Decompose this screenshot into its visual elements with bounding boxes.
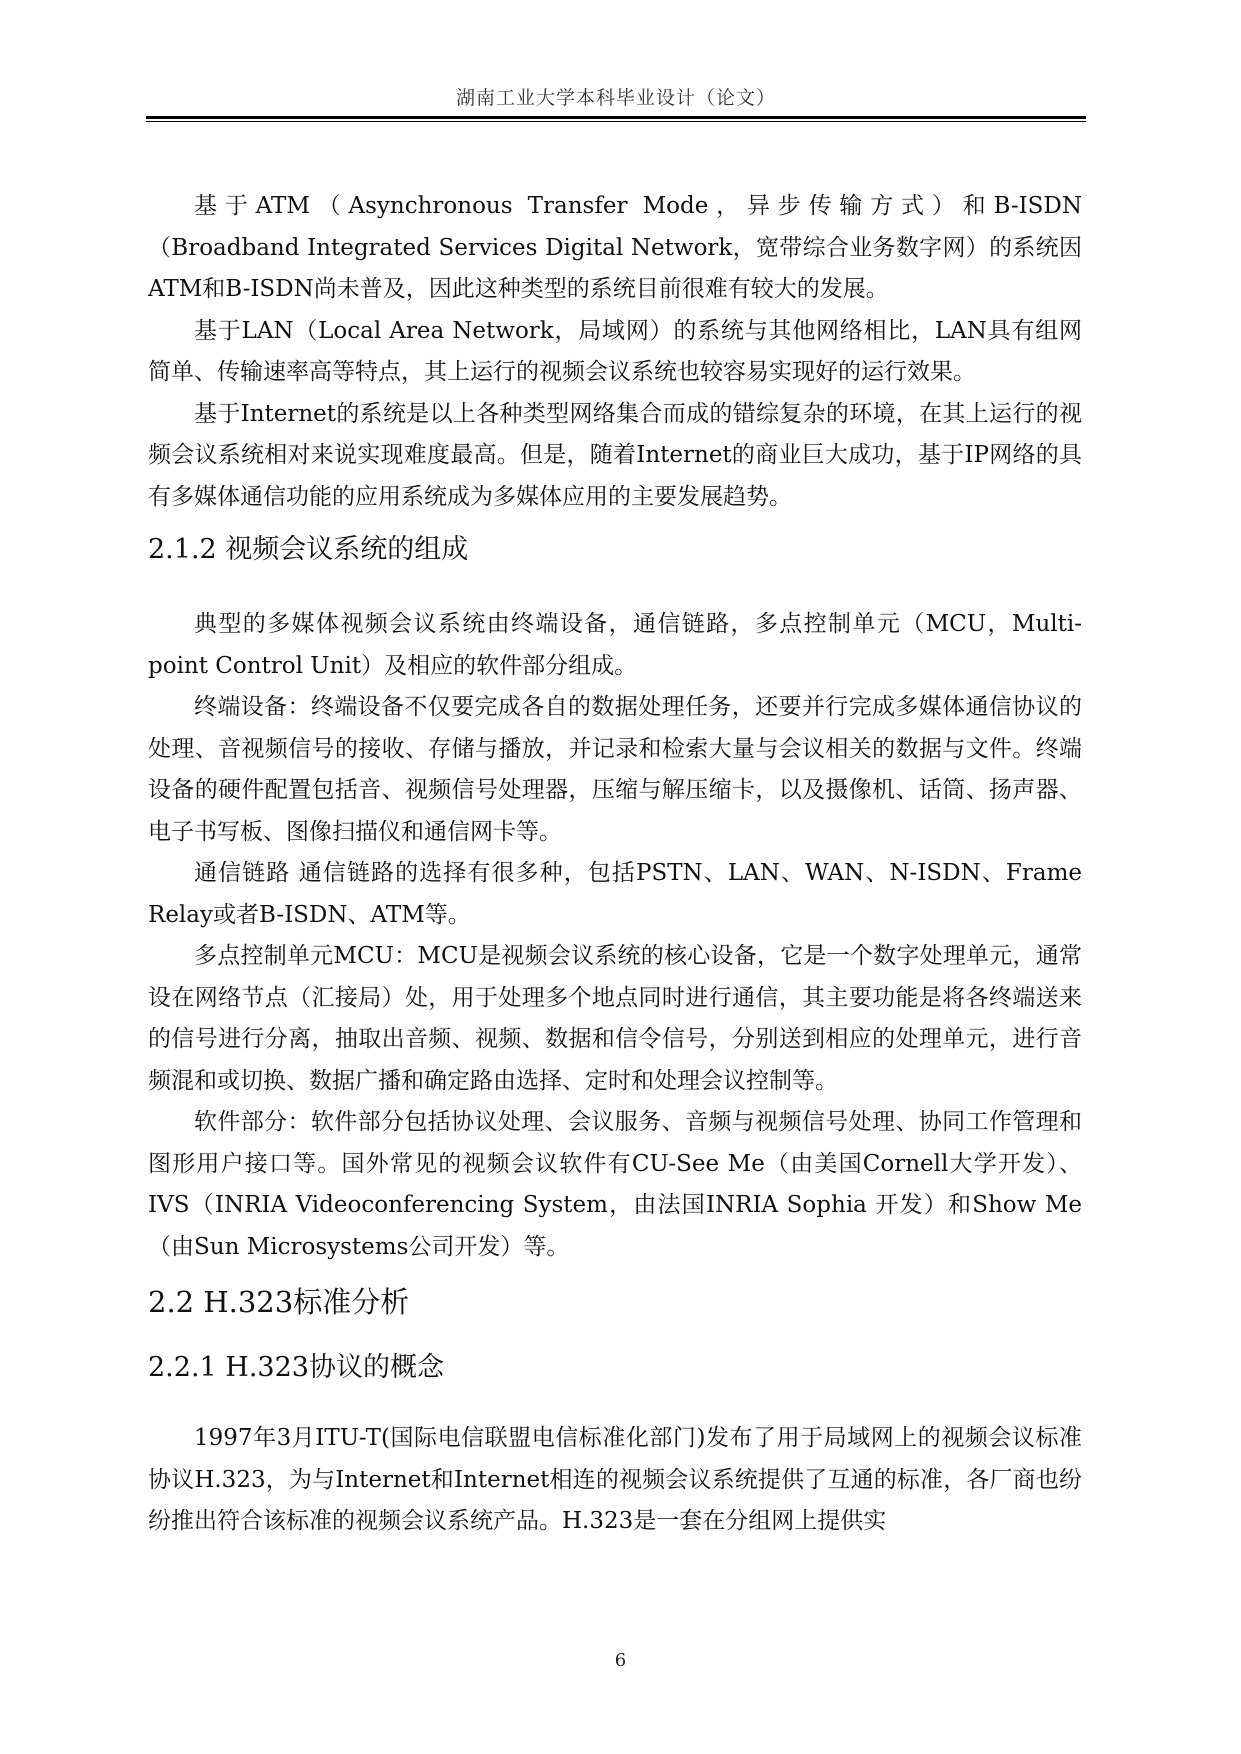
paragraph-mcu: 多点控制单元MCU：MCU是视频会议系统的核心设备，它是一个数字处理单元，通常设在网络节点（汇接局）处，用于处理多个地点同时进行通信，其主要功能是将各终端送来的信号进行分离，抽取出音频、视频、数据和信令信号，分别送到相应的处理单元，进行音频混和或切换、数据广播和确定路由选择、定时和处理会议控制等。 [148,943,1082,1094]
paragraph-atm: 基于ATM（Asynchronous Transfer Mode，异步传输方式）和B-ISDN（Broadband Integrated Services Digital Network，宽带综合业务数字网）的系统因ATM和B-ISDN尚未普及，因此这种类型的系统目前很难有较大的发展。 [148,193,1082,302]
body-content [148,186,1082,1543]
paragraph-composition: 典型的多媒体视频会议系统由终端设备，通信链路，多点控制单元（MCU，Multi-point Control Unit）及相应的软件部分组成。 [148,611,1082,679]
paragraph-terminal: 终端设备：终端设备不仅要完成各自的数据处理任务，还要并行完成多媒体通信协议的处理、音视频信号的接收、存储与播放，并记录和检索大量与会议相关的数据与文件。终端设备的硬件配置包括音、视频信号处理器，压缩与解压缩卡，以及摄像机、话筒、扬声器、电子书写板、图像扫描仪和通信网卡等。 [148,694,1082,845]
header-rule-thin [146,121,1086,122]
paragraph-lan: 基于LAN（Local Area Network，局域网）的系统与其他网络相比，LAN具有组网简单、传输速率高等特点，其上运行的视频会议系统也较容易实现好的运行效果。 [148,317,1082,385]
paragraph-internet: 基于Internet的系统是以上各种类型网络集合而成的错综复杂的环境，在其上运行的视频会议系统相对来说实现难度最高。但是，随着Internet的商业巨大成功，基于IP网络的具有多媒体通信功能的应用系统成为多媒体应用的主要发展趋势。 [148,400,1082,510]
running-header: 湖南工业大学本科毕业设计（论文） [455,87,776,109]
paragraph-link: 通信链路 通信链路的选择有很多种，包括PSTN、LAN、WAN、N-ISDN、Frame Relay或者B-ISDN、ATM等。 [148,860,1082,928]
section-heading-2-1-2: 2.1.2 视频会议系统的组成 [148,534,469,565]
section-heading-2-2-1: 2.2.1 H.323协议的概念 [148,1352,444,1383]
header-rule-thick [146,116,1086,119]
page-number: 6 [614,1650,627,1671]
section-heading-2-2: 2.2 H.323标准分析 [148,1285,410,1319]
paragraph-software: 软件部分：软件部分包括协议处理、会议服务、音频与视频信号处理、协同工作管理和图形用户接口等。国外常见的视频会议软件有CU-See Me（由美国Cornell大学开发）、IVS（INRIA Videoconferencing System，由法国INRIA Sophia 开发）和Show Me（由Sun Microsystems公司开发）等。 [148,1109,1082,1260]
paragraph-h323: 1997年3月ITU-T(国际电信联盟电信标准化部门)发布了用于局域网上的视频会议标准协议H.323，为与Internet和Internet相连的视频会议系统提供了互通的标准，各厂商也纷纷推出符合该标准的视频会议系统产品。H.323是一套在分组网上提供实 [148,1425,1082,1534]
